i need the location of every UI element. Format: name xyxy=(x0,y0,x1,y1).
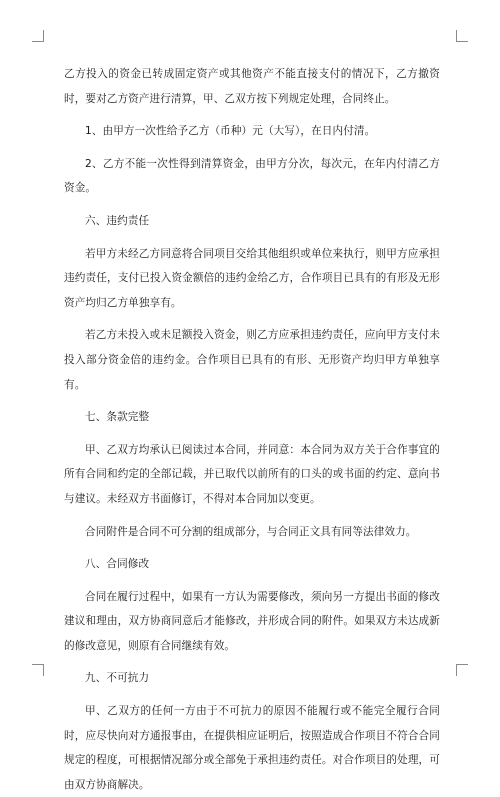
paragraph-entire-agreement: 甲、乙双方均承认已阅读过本合同，并同意：本合同为双方关于合作事宜的所有合同和约定的全部记载，并已取代以前所有的口头的或书面的约定、意向书与建议。未经双方书面修订，不得对本合同加以变更。 xyxy=(64,443,440,505)
crop-mark-top-left xyxy=(32,30,44,42)
paragraph-amendment: 合同在履行过程中，如果有一方认为需要修改，须向另一方提出书面的修改建议和理由，双方协商同意后才能修改，并形成合同的附件。如果双方未达成新的修改意见，则原有合同继续有效。 xyxy=(64,590,440,652)
section-heading-force-majeure: 九、不可抗力 xyxy=(85,672,150,685)
crop-mark-top-right xyxy=(456,30,468,42)
paragraph-attachments: 合同附件是合同不可分割的组成部分，与合同正文具有同等法律效力。 xyxy=(85,525,417,538)
crop-mark-bottom-right xyxy=(456,664,468,676)
paragraph-clause-2: 2、乙方不能一次性得到清算资金，由甲方分次，每次元，在年内付清乙方资金。 xyxy=(64,157,440,195)
paragraph-party-a-breach: 若甲方未经乙方同意将合同项目交给其他组织或单位来执行，则甲方应承担违约责任，支付已投入资金额倍的违约金给乙方，合作项目已具有的有形及无形资产均归乙方单独享有。 xyxy=(64,247,440,309)
paragraph-capital-withdrawal: 乙方投入的资金已转成固定资产或其他资产不能直接支付的情况下，乙方撤资时，要对乙方资产进行清算，甲、乙双方按下列规定处理，合同终止。 xyxy=(64,68,440,105)
document-body xyxy=(64,62,440,797)
section-heading-entire-agreement: 七、条款完整 xyxy=(85,411,150,424)
paragraph-force-majeure: 甲、乙双方的任何一方由于不可抗力的原因不能履行或不能完全履行合同时，应尽快向对方通报事由，在提供相应证明后，按照造成合作项目不符合合同规定的程度，可根据情况部分或全部免于承担违约责任。对合作项目的处理，可由双方协商解决。 xyxy=(64,705,440,791)
section-heading-liability: 六、违约责任 xyxy=(85,214,150,227)
paragraph-party-b-breach: 若乙方未投入或未足额投入资金，则乙方应承担违约责任，应向甲方支付未投入部分资金倍的违约金。合作项目已具有的有形、无形资产均归甲方单独享有。 xyxy=(64,329,440,391)
crop-mark-bottom-left xyxy=(32,664,44,676)
section-heading-amendment: 八、合同修改 xyxy=(85,558,150,571)
paragraph-clause-1: 1、由甲方一次性给予乙方（币种）元（大写），在日内付清。 xyxy=(85,125,376,138)
